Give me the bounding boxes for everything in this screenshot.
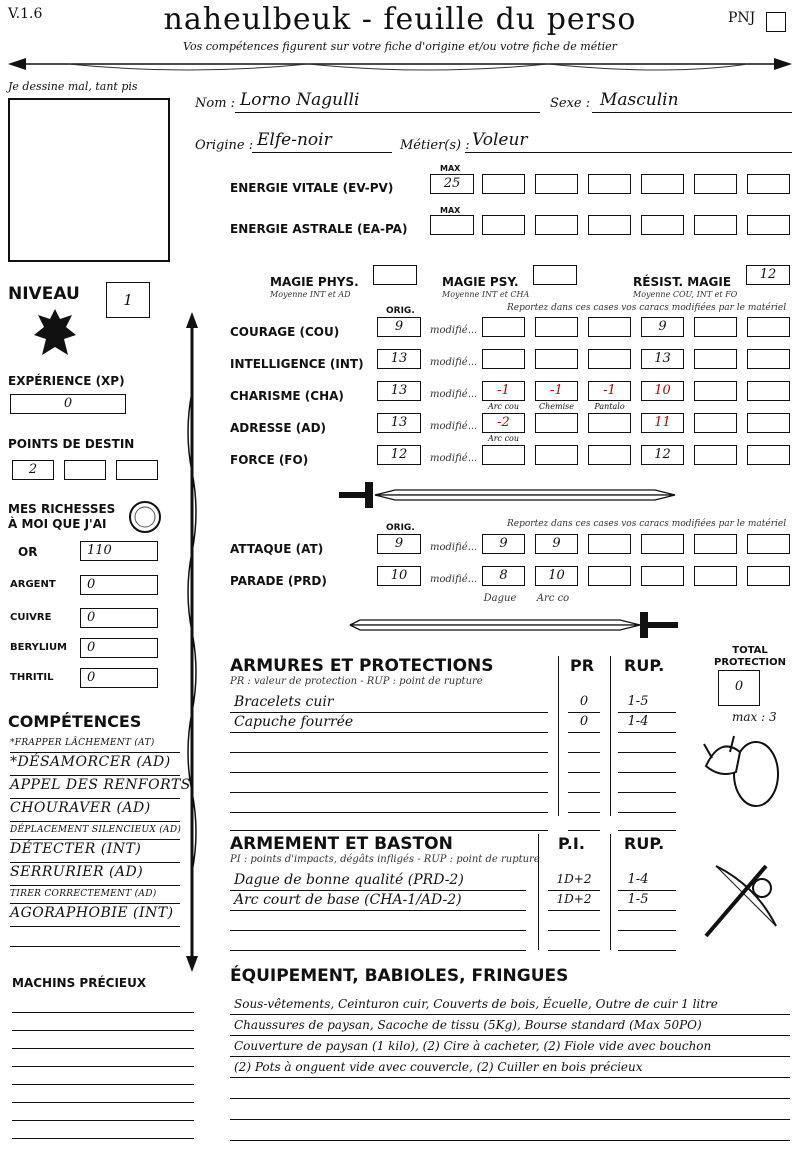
stat-mod-cell[interactable]	[482, 381, 525, 401]
ea-max-box[interactable]	[430, 215, 474, 235]
equipment-line	[230, 1014, 790, 1015]
armor-line	[230, 830, 548, 831]
magie-psy-box[interactable]	[533, 265, 577, 285]
equipment-text: Couverture de paysan (1 kilo), (2) Cire à cacheter, (2) Fiole vide avec bouchon	[234, 1039, 712, 1053]
stat-mod-value: 13	[654, 351, 671, 366]
skill-item: AGORAPHOBIE (INT)	[10, 905, 174, 921]
stat-orig-box[interactable]	[377, 317, 421, 337]
combat-mod-cell[interactable]	[747, 534, 790, 554]
armor-title: ARMURES ET PROTECTIONS	[230, 656, 494, 676]
skill-item: DÉPLACEMENT SILENCIEUX (AD)	[10, 825, 182, 835]
combat-mod-value: 8	[499, 568, 508, 583]
armor-item-name: Capuche fourrée	[234, 714, 354, 730]
weapon-rup-line	[618, 930, 676, 931]
combat-orig-label: ORIG.	[386, 523, 415, 533]
armor-pr-line	[568, 792, 600, 793]
combat-mod-label: modifié...	[430, 542, 478, 553]
equipment-text: Chaussures de paysan, Sacoche de tissu (5Kg), Bourse standard (Max 50PO)	[234, 1018, 702, 1032]
stat-orig-box[interactable]	[377, 349, 421, 369]
stat-mod-value: 10	[654, 383, 671, 398]
skill-item: TIRER CORRECTEMENT (AD)	[10, 889, 157, 899]
stat-mod-cell[interactable]	[482, 445, 525, 465]
stat-cell-note: Pantalo	[594, 402, 625, 411]
metier-field[interactable]: Voleur	[472, 130, 528, 150]
skill-line	[10, 862, 180, 863]
stat-mod-cell[interactable]	[747, 413, 790, 433]
ev-cell-5[interactable]	[694, 174, 737, 194]
wealth-box[interactable]	[80, 608, 158, 628]
stat-orig-value: 12	[390, 447, 408, 462]
armor-pr-line	[568, 772, 600, 773]
title-spear-ornament	[8, 54, 792, 78]
destin-value-1: 2	[28, 462, 38, 477]
wealth-value: 0	[87, 577, 96, 592]
total-label-2: PROTECTION	[714, 657, 786, 668]
page-title: naheulbeuk - feuille du perso	[163, 2, 637, 37]
sword-ornament-2	[340, 610, 690, 640]
combat-mod-cell[interactable]	[588, 534, 631, 554]
portrait-caption: Je dessine mal, tant pis	[8, 80, 138, 93]
stat-mod-label: modifié...	[430, 389, 478, 400]
wealth-box[interactable]	[80, 541, 158, 561]
skill-line	[10, 798, 180, 799]
armor-rup-line	[618, 732, 676, 733]
weapon-line	[230, 950, 526, 951]
combat-orig-value: 9	[394, 536, 404, 551]
wealth-box[interactable]	[80, 575, 158, 595]
combat-under-note-1: Dague	[483, 593, 517, 604]
armor-rup-line	[618, 712, 676, 713]
stat-orig-value: 13	[390, 351, 408, 366]
stat-mod-cell[interactable]	[588, 349, 631, 369]
dragon-icon	[30, 305, 80, 365]
armor-line	[230, 732, 548, 733]
resist-magie-box[interactable]	[746, 265, 790, 285]
wealth-name: ARGENT	[10, 579, 56, 590]
magie-psy-label: MAGIE PSY.	[442, 275, 519, 289]
weapon-item-rup: 1-5	[627, 892, 649, 907]
weapon-line	[230, 890, 526, 891]
skill-line	[10, 885, 180, 886]
resist-magie-value: 12	[759, 267, 777, 282]
skill-line	[10, 775, 180, 776]
ev-max-value: 25	[443, 176, 461, 191]
armor-line	[230, 792, 548, 793]
equipment-line	[230, 1098, 790, 1099]
combat-mod-cell[interactable]	[641, 566, 684, 586]
stat-mod-cell[interactable]	[641, 381, 684, 401]
armor-pr-line	[568, 712, 600, 713]
version-label: V.1.6	[8, 6, 43, 22]
skill-line	[10, 926, 180, 927]
stat-orig-box[interactable]	[377, 445, 421, 465]
armor-rup-line	[618, 792, 676, 793]
skill-item: SERRURIER (AD)	[10, 864, 144, 880]
precious-line	[12, 1012, 194, 1013]
ea-label: ENERGIE ASTRALE (EA-PA)	[230, 222, 408, 236]
combat-mod-cell[interactable]	[535, 566, 578, 586]
stat-mod-cell[interactable]	[641, 349, 684, 369]
stat-mod-value: 12	[654, 447, 671, 462]
portrait-box[interactable]	[8, 98, 170, 262]
stat-name: COURAGE (COU)	[230, 325, 340, 339]
stat-mod-cell[interactable]	[641, 445, 684, 465]
stat-mod-cell[interactable]	[535, 445, 578, 465]
stat-mod-value: 11	[654, 415, 671, 430]
weapons-title: ARMEMENT ET BASTON	[230, 834, 453, 854]
stat-mod-cell[interactable]	[535, 413, 578, 433]
combat-mod-label: modifié...	[430, 574, 478, 585]
ea-cell-4[interactable]	[641, 215, 684, 235]
equipment-line	[230, 1035, 790, 1036]
skill-item: APPEL DES RENFORTS	[10, 777, 191, 793]
skill-item: CHOURAVER (AD)	[10, 800, 151, 816]
total-label-1: TOTAL	[732, 645, 768, 656]
ea-cell-6[interactable]	[747, 215, 790, 235]
pnj-checkbox[interactable]	[766, 12, 786, 32]
ev-cell-4[interactable]	[641, 174, 684, 194]
nom-label: Nom :	[195, 96, 236, 111]
stat-name: FORCE (FO)	[230, 453, 309, 467]
combat-mod-value: 10	[548, 568, 565, 583]
ea-max-label: MAX	[440, 206, 461, 215]
stat-mod-cell[interactable]	[694, 413, 737, 433]
stat-mod-cell[interactable]	[747, 445, 790, 465]
ea-cell-2[interactable]	[535, 215, 578, 235]
stat-cell-note: Arc cou	[487, 434, 520, 443]
stat-mod-cell[interactable]	[535, 349, 578, 369]
combat-mod-cell[interactable]	[588, 566, 631, 586]
armor-line	[230, 812, 548, 813]
staff-ornament	[182, 312, 202, 972]
destin-box-3[interactable]	[116, 460, 158, 480]
pnj-label: PNJ	[728, 10, 756, 26]
precious-line	[12, 1066, 194, 1067]
coin-icon	[128, 500, 162, 534]
combat-mod-value: 9	[499, 536, 508, 551]
weapon-item-name: Arc court de base (CHA-1/AD-2)	[234, 892, 462, 908]
stat-mod-cell[interactable]	[535, 317, 578, 337]
max-label: max : 3	[732, 710, 777, 724]
skill-line	[10, 946, 180, 947]
magie-psy-note: Moyenne INT et CHA	[442, 290, 530, 299]
equipment-text: Sous-vêtements, Ceinturon cuir, Couverts de bois, Écuelle, Outre de cuir 1 litre	[234, 997, 718, 1011]
wealth-value: 0	[87, 610, 96, 625]
weapon-rup-line	[618, 890, 676, 891]
weapons-col-rup: RUP.	[624, 834, 665, 853]
equipment-text: (2) Pots à onguent vide avec couvercle, (2) Cuiller en bois précieux	[234, 1060, 643, 1074]
stat-mod-cell[interactable]	[588, 317, 631, 337]
destin-box-1[interactable]	[12, 460, 54, 480]
sexe-label: Sexe :	[550, 96, 591, 111]
total-protection-value: 0	[734, 679, 744, 694]
skills-title: COMPÉTENCES	[8, 712, 142, 731]
ev-cell-1[interactable]	[482, 174, 525, 194]
stat-name: ADRESSE (AD)	[230, 421, 327, 435]
weapon-rup-line	[618, 950, 676, 951]
armor-col-rup: RUP.	[624, 656, 665, 675]
combat-mod-cell[interactable]	[482, 566, 525, 586]
stat-mod-label: modifié...	[430, 421, 478, 432]
weapon-item-name: Dague de bonne qualité (PRD-2)	[234, 872, 464, 888]
stat-mod-cell[interactable]	[747, 317, 790, 337]
ev-cell-6[interactable]	[747, 174, 790, 194]
nom-field[interactable]: Lorno Nagulli	[240, 90, 360, 110]
stat-mod-label: modifié...	[430, 357, 478, 368]
page-subtitle: Vos compétences figurent sur votre fiche d'origine et/ou votre fiche de métier	[183, 40, 617, 53]
armor-item-name: Bracelets cuir	[234, 694, 334, 710]
armor-line	[230, 752, 548, 753]
stat-mod-cell[interactable]	[482, 413, 525, 433]
xp-label: EXPÉRIENCE (XP)	[8, 374, 125, 388]
stat-mod-cell[interactable]	[535, 381, 578, 401]
precious-line	[12, 1030, 194, 1031]
ea-cell-3[interactable]	[588, 215, 631, 235]
wealth-label-1: MES RICHESSES	[8, 502, 116, 516]
wealth-box[interactable]	[80, 638, 158, 658]
destin-box-2[interactable]	[64, 460, 106, 480]
stat-orig-value: 9	[394, 319, 404, 334]
helmet-shield-icon	[700, 726, 780, 810]
skill-line	[10, 752, 180, 753]
wealth-box[interactable]	[80, 668, 158, 688]
stat-name: CHARISME (CHA)	[230, 389, 344, 403]
combat-orig-value: 10	[390, 568, 408, 583]
stat-mod-value: -1	[603, 383, 616, 398]
weapon-pi-line	[548, 950, 600, 951]
destin-label: POINTS DE DESTIN	[8, 437, 135, 451]
stat-mod-value: -1	[550, 383, 563, 398]
stat-mod-cell[interactable]	[588, 381, 631, 401]
wealth-name: OR	[18, 545, 38, 559]
ev-max-label: MAX	[440, 164, 461, 173]
stat-mod-label: modifié...	[430, 325, 478, 336]
wealth-value: 110	[87, 543, 112, 558]
xp-box[interactable]	[10, 394, 126, 414]
armor-pr-line	[568, 812, 600, 813]
stat-mod-cell[interactable]	[694, 445, 737, 465]
sexe-field[interactable]: Masculin	[600, 90, 679, 110]
equipment-line	[230, 1119, 790, 1120]
armor-rup-line	[618, 830, 676, 831]
ea-cell-1[interactable]	[482, 215, 525, 235]
niveau-value: 1	[123, 291, 133, 309]
sword-ornament-1	[335, 480, 685, 510]
armor-pr-line	[568, 732, 600, 733]
stat-mod-value: 9	[658, 319, 667, 334]
combat-mod-cell[interactable]	[694, 534, 737, 554]
armor-legend: PR : valeur de protection - RUP : point de rupture	[230, 676, 483, 687]
combat-mod-cell[interactable]	[482, 534, 525, 554]
precious-line	[12, 1048, 194, 1049]
combat-orig-box[interactable]	[377, 566, 421, 586]
precious-line	[12, 1138, 194, 1139]
armor-item-pr: 0	[579, 714, 589, 729]
stat-name: INTELLIGENCE (INT)	[230, 357, 364, 371]
armor-item-rup: 1-5	[627, 694, 649, 709]
weapons-icon	[696, 856, 786, 946]
combat-name: ATTAQUE (AT)	[230, 542, 324, 556]
stat-orig-value: 13	[390, 415, 408, 430]
combat-mod-cell[interactable]	[694, 566, 737, 586]
armor-item-pr: 0	[579, 694, 589, 709]
ev-cell-2[interactable]	[535, 174, 578, 194]
combat-orig-box[interactable]	[377, 534, 421, 554]
armor-item-rup: 1-4	[627, 714, 649, 729]
wealth-name: CUIVRE	[10, 612, 52, 623]
weapon-pi-line	[548, 910, 600, 911]
resist-magie-note: Moyenne COU, INT et FO	[633, 290, 738, 299]
origine-field[interactable]: Elfe-noir	[257, 130, 332, 150]
weapon-line	[230, 910, 526, 911]
stat-cell-note: Arc cou	[487, 402, 520, 411]
ev-max-box[interactable]	[430, 174, 474, 194]
equipment-title: ÉQUIPEMENT, BABIOLES, FRINGUES	[230, 966, 569, 986]
armor-rup-line	[618, 812, 676, 813]
equipment-line	[230, 1077, 790, 1078]
combat-note: Reportez dans ces cases vos caracs modifiées par le matériel	[507, 519, 787, 529]
ev-cell-3[interactable]	[588, 174, 631, 194]
weapons-col-pi: P.I.	[558, 834, 585, 853]
combat-under-note-2: Arc co	[536, 593, 570, 604]
stat-mod-cell[interactable]	[641, 413, 684, 433]
skill-item: *FRAPPER LÂCHEMENT (AT)	[10, 738, 155, 748]
combat-mod-cell[interactable]	[641, 534, 684, 554]
stat-orig-box[interactable]	[377, 413, 421, 433]
armor-col-pr: PR	[570, 656, 595, 675]
combat-mod-cell[interactable]	[747, 566, 790, 586]
precious-title: MACHINS PRÉCIEUX	[12, 976, 147, 990]
ea-cell-5[interactable]	[694, 215, 737, 235]
stat-mod-label: modifié...	[430, 453, 478, 464]
weapon-pi-line	[548, 930, 600, 931]
stat-orig-box[interactable]	[377, 381, 421, 401]
weapon-line	[230, 930, 526, 931]
weapon-item-pi: 1D+2	[556, 892, 592, 906]
stat-mod-cell[interactable]	[747, 349, 790, 369]
total-protection-box[interactable]	[718, 670, 760, 706]
stat-mod-cell[interactable]	[694, 349, 737, 369]
weapon-pi-line	[548, 890, 600, 891]
niveau-label: NIVEAU	[8, 284, 80, 304]
stat-mod-cell[interactable]	[588, 445, 631, 465]
stat-mod-cell[interactable]	[482, 317, 525, 337]
weapon-item-pi: 1D+2	[556, 872, 592, 886]
skill-line	[10, 821, 180, 822]
stat-cell-note: Chemise	[539, 402, 574, 411]
resist-magie-label: RÉSIST. MAGIE	[633, 275, 732, 289]
origine-label: Origine :	[195, 138, 254, 153]
stat-mod-cell[interactable]	[588, 413, 631, 433]
precious-line	[12, 1102, 194, 1103]
ev-label: ENERGIE VITALE (EV-PV)	[230, 181, 394, 195]
armor-line	[230, 772, 548, 773]
stat-mod-cell[interactable]	[482, 349, 525, 369]
skill-item: DÉTECTER (INT)	[10, 841, 142, 857]
wealth-label-2: À MOI QUE J'AI	[8, 517, 107, 531]
wealth-name: THRITIL	[10, 672, 54, 683]
armor-pr-line	[568, 830, 600, 831]
stat-mod-cell[interactable]	[694, 381, 737, 401]
armor-line	[230, 712, 548, 713]
wealth-name: BERYLIUM	[10, 642, 68, 653]
xp-value: 0	[63, 396, 73, 411]
wealth-value: 0	[87, 670, 96, 685]
stat-mod-value: -2	[497, 415, 510, 430]
stat-mod-value: -1	[497, 383, 510, 398]
combat-mod-value: 9	[552, 536, 561, 551]
equipment-line	[230, 1140, 790, 1141]
stat-orig-value: 13	[390, 383, 408, 398]
weapon-item-rup: 1-4	[627, 872, 649, 887]
combat-name: PARADE (PRD)	[230, 574, 327, 588]
equipment-line	[230, 1056, 790, 1057]
metier-label: Métier(s) :	[400, 138, 470, 153]
skill-line	[10, 903, 180, 904]
weapons-legend: PI : points d'impacts, dégâts infligés - RUP : point de rupture	[230, 854, 540, 865]
armor-rup-line	[618, 772, 676, 773]
combat-mod-cell[interactable]	[535, 534, 578, 554]
armor-rup-line	[618, 752, 676, 753]
precious-line	[12, 1120, 194, 1121]
stat-mod-cell[interactable]	[641, 317, 684, 337]
weapon-rup-line	[618, 910, 676, 911]
skill-item: *DÉSAMORCER (AD)	[10, 754, 171, 770]
stat-mod-cell[interactable]	[694, 317, 737, 337]
stats-note: Reportez dans ces cases vos caracs modifiées par le matériel	[507, 303, 787, 313]
precious-line	[12, 1084, 194, 1085]
magie-phys-note: Moyenne INT et AD	[270, 290, 351, 299]
magie-phys-label: MAGIE PHYS.	[270, 275, 359, 289]
stat-mod-cell[interactable]	[747, 381, 790, 401]
magie-phys-box[interactable]	[373, 265, 417, 285]
wealth-value: 0	[87, 640, 96, 655]
niveau-box[interactable]	[106, 282, 150, 318]
armor-pr-line	[568, 752, 600, 753]
skill-line	[10, 839, 180, 840]
stats-orig-label: ORIG.	[386, 306, 415, 316]
